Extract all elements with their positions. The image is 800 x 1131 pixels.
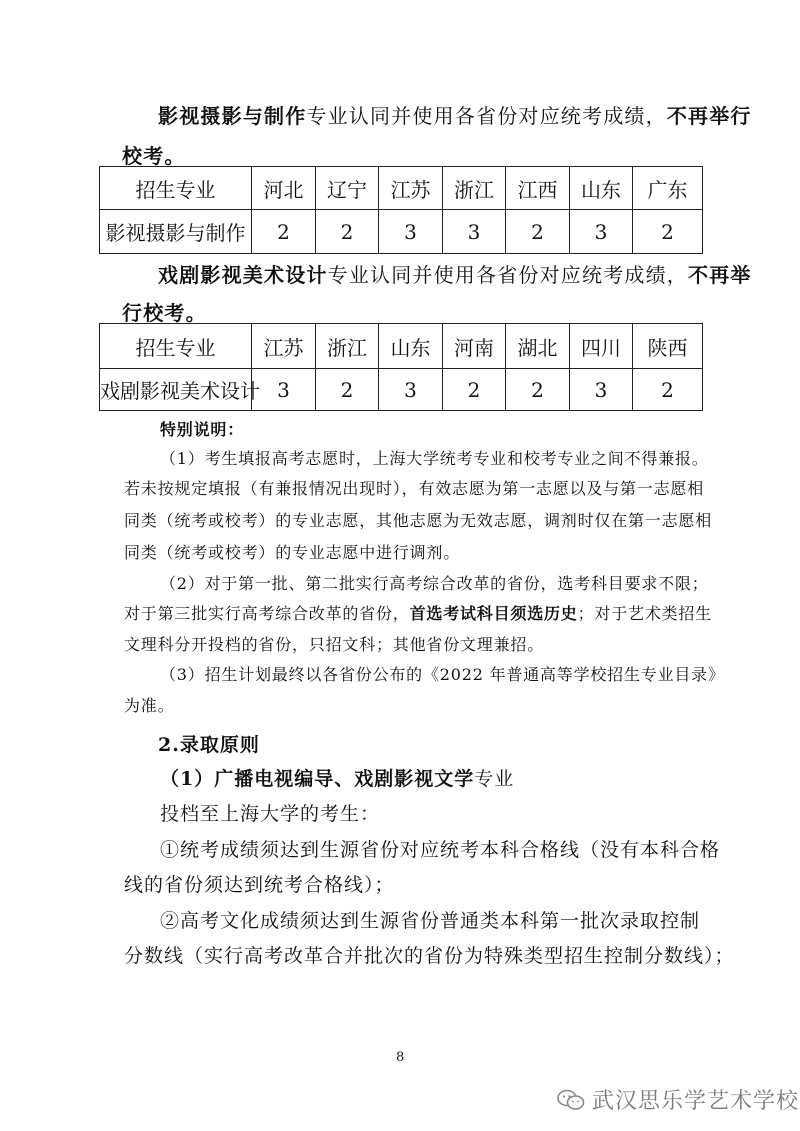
table-row	[100, 369, 703, 411]
subheading	[160, 770, 514, 789]
section1-line1	[158, 106, 752, 126]
paragraph: 线的省份须达到统考合格线）；	[124, 874, 395, 896]
page-number: 8	[396, 1050, 405, 1065]
note-line: 文理科分开投档的省份，只招文科；其他省份文理兼招。	[124, 635, 545, 654]
major-name: 戏剧影视美术设计	[158, 263, 328, 287]
watermark-text: 武汉思乐学艺术学校	[592, 1089, 800, 1114]
major-name: 影视摄影与制作	[158, 104, 307, 128]
section2-line1	[158, 265, 752, 285]
table-cell: 2	[506, 210, 570, 254]
table-cell: 3	[252, 369, 316, 411]
note-text: ；对于艺术类招生	[577, 604, 713, 623]
table-cell: 3	[379, 210, 443, 254]
table-header-cell: 山东	[570, 167, 633, 210]
table-cell: 3	[570, 210, 633, 254]
paragraph: ①统考成绩须达到生源省份对应统考本科合格线（没有本科合格	[160, 839, 721, 861]
section-heading: 2.录取原则	[158, 734, 260, 756]
table-header-cell: 江苏	[379, 167, 443, 210]
note-line: （3）招生计划最终以各省份公布的《2022 年普通高等学校招生专业目录》	[160, 665, 725, 684]
note-line: 同类（统考或校考）的专业志愿，其他志愿为无效志愿，调剂时仅在第一志愿相	[124, 511, 713, 530]
table-header-cell: 陕西	[633, 324, 703, 369]
table-cell: 2	[506, 369, 570, 411]
note-line: 若未按规定填报（有兼报情况出现时），有效志愿为第一志愿以及与第一志愿相	[124, 479, 705, 498]
table-cell: 3	[570, 369, 633, 411]
table-header-cell: 广东	[633, 167, 703, 210]
paragraph: ②高考文化成绩须达到生源省份普通类本科第一批次录取控制	[160, 910, 701, 932]
table-cell: 3	[379, 369, 443, 411]
table-row	[100, 210, 703, 254]
emphasis-text: 不再举	[688, 263, 752, 287]
emphasis-text: 不再举行	[666, 104, 752, 128]
table-header-cell: 浙江	[316, 324, 379, 369]
table-cell: 3	[443, 210, 506, 254]
table-header-cell: 湖北	[506, 324, 570, 369]
note-line: 为准。	[124, 696, 175, 715]
table-header-cell: 浙江	[443, 167, 506, 210]
table-cell: 2	[316, 369, 379, 411]
note-line: （1）考生填报高考志愿时，上海大学统考专业和校考专业之间不得兼报。	[160, 449, 709, 468]
note-line: （2）对于第一批、第二批实行高考综合改革的省份，选考科目要求不限；	[160, 574, 709, 593]
table-header-cell: 山东	[379, 324, 443, 369]
table-header-cell: 江苏	[252, 324, 316, 369]
table-cell: 2	[633, 369, 703, 411]
table-cell: 影视摄影与制作	[100, 210, 252, 254]
table-cell: 2	[633, 210, 703, 254]
paragraph: 投档至上海大学的考生：	[160, 803, 381, 825]
paragraph-text: 专业认同并使用各省份对应统考成绩，	[327, 263, 689, 287]
table-cell: 2	[443, 369, 506, 411]
section1-line2: 校考。	[122, 144, 186, 168]
subheading-text: 专业	[474, 768, 515, 790]
watermark	[556, 1084, 799, 1115]
table-header-row	[100, 324, 703, 369]
paragraph-text: 专业认同并使用各省份对应统考成绩，	[306, 104, 667, 128]
score-table-1	[99, 166, 703, 254]
table-header-row	[100, 167, 703, 210]
table-cell: 2	[316, 210, 379, 254]
table-header-cell: 辽宁	[316, 167, 379, 210]
paragraph: 分数线（实行高考改革合并批次的省份为特殊类型招生控制分数线）；	[124, 945, 735, 967]
table-header-cell: 河南	[443, 324, 506, 369]
note-emphasis: 首选考试科目须选历史	[409, 604, 578, 623]
note-line	[124, 606, 712, 622]
subheading-bold: （1）广播电视编导、戏剧影视文学	[160, 768, 475, 790]
table-cell: 2	[252, 210, 316, 254]
section2-line2: 行校考。	[122, 301, 207, 325]
table-header-cell: 招生专业	[100, 167, 252, 210]
table-header-cell: 四川	[570, 324, 633, 369]
note-text: 对于第三批实行高考综合改革的省份，	[124, 604, 410, 623]
table-cell: 戏剧影视美术设计	[100, 369, 252, 411]
table-header-cell: 河北	[252, 167, 316, 210]
note-line: 同类（统考或校考）的专业志愿中进行调剂。	[124, 543, 461, 562]
table-header-cell: 招生专业	[100, 324, 252, 369]
wechat-icon	[556, 1088, 586, 1112]
table-header-cell: 江西	[506, 167, 570, 210]
notes-title: 特别说明：	[160, 420, 245, 439]
score-table-2	[99, 323, 703, 411]
